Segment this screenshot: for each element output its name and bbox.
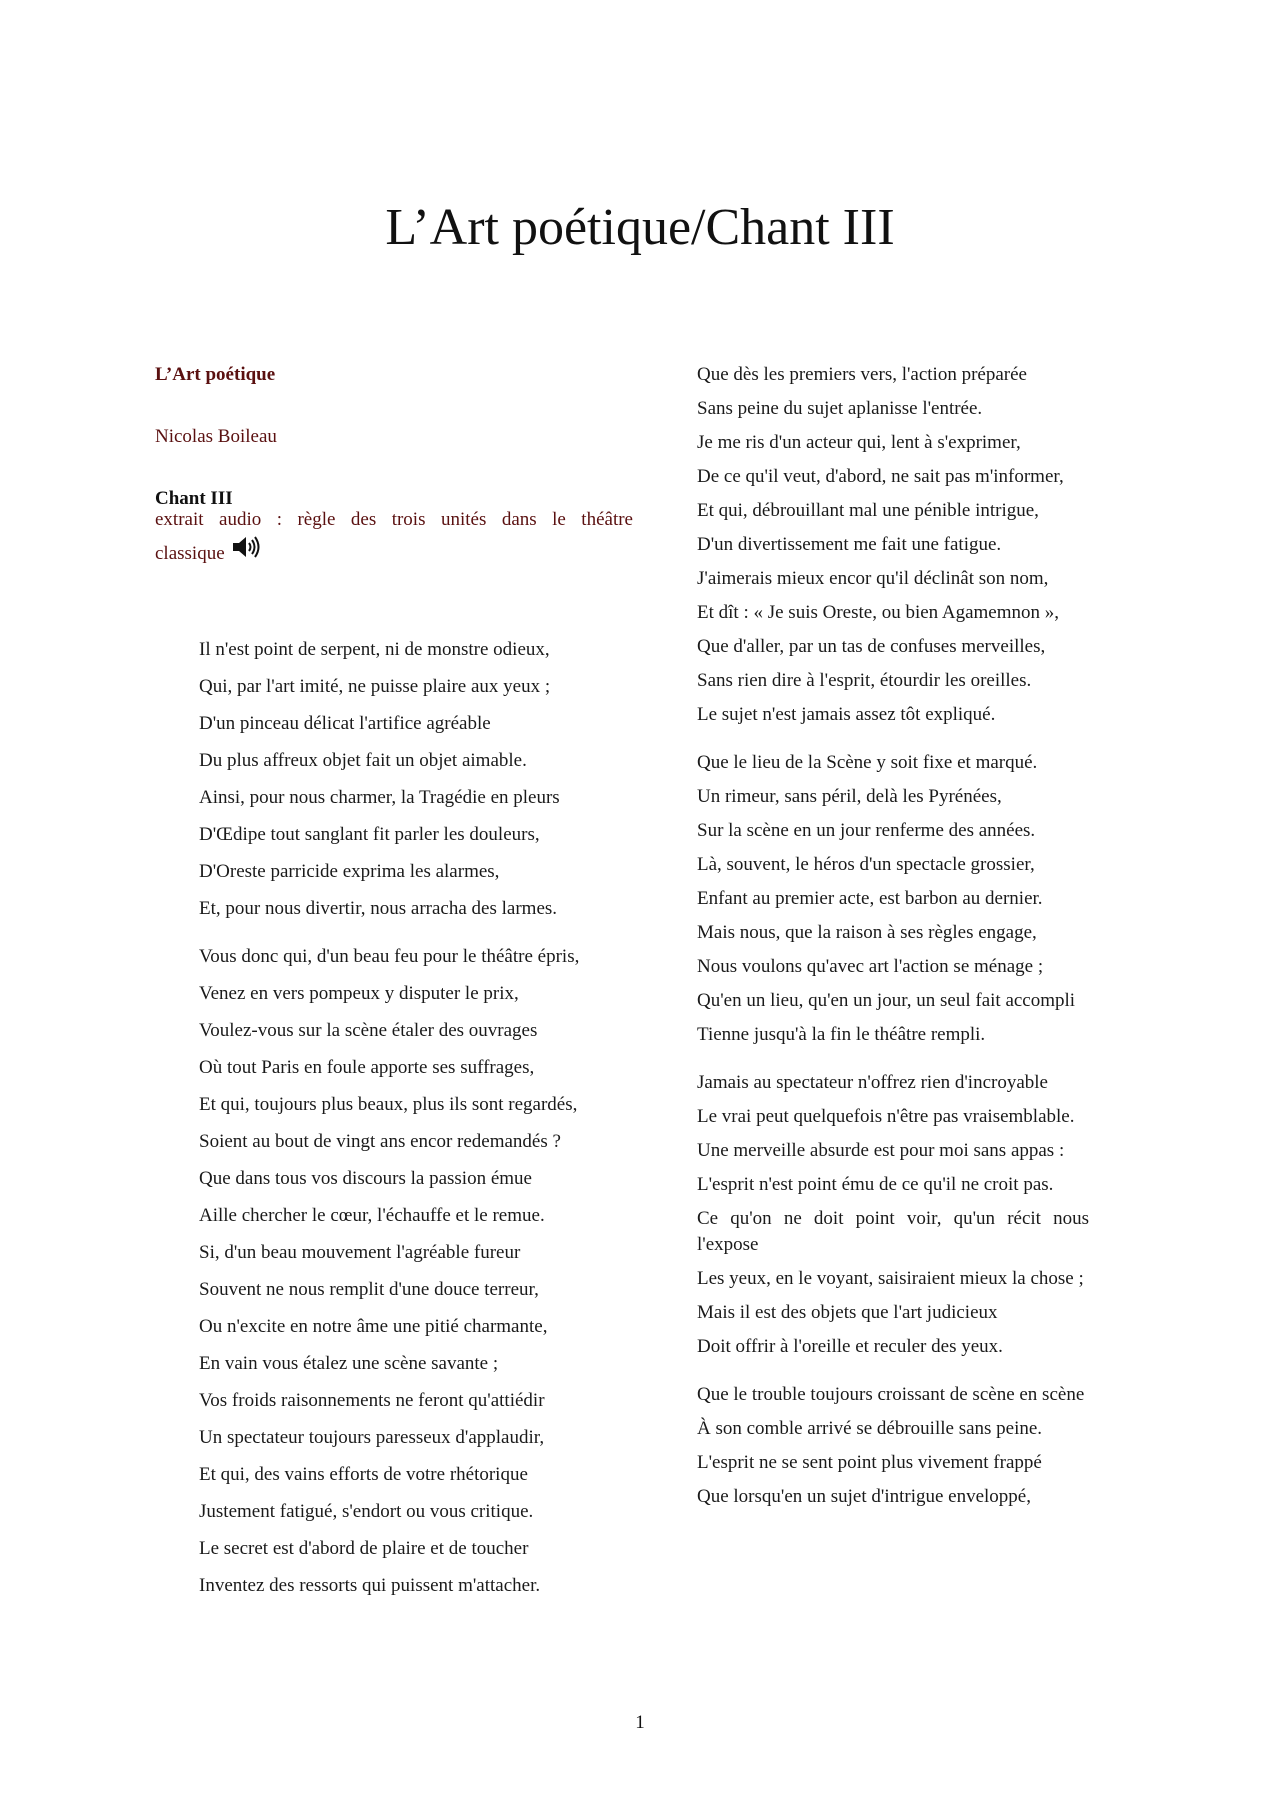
audio-excerpt-link[interactable] [155, 506, 633, 575]
verse-line: D'un divertissement me fait une fatigue. [697, 534, 1002, 555]
verse-line: Vous donc qui, d'un beau feu pour le théâtre épris, [199, 946, 580, 968]
poem-right [697, 362, 1089, 1510]
verse-line: Que d'aller, par un tas de confuses merveilles, [697, 636, 1046, 657]
verse-line: Sur la scène en un jour renferme des années. [697, 820, 1036, 841]
page-title: L’Art poétique/Chant III [385, 199, 895, 256]
verse-line: L'esprit n'est point ému de ce qu'il ne croit pas. [697, 1174, 1054, 1195]
verse-line: À son comble arrivé se débrouille sans peine. [697, 1418, 1043, 1439]
verse-line: Que dès les premiers vers, l'action préparée [697, 364, 1027, 385]
stanza [199, 637, 633, 922]
verse-line: Mais nous, que la raison à ses règles engage, [697, 922, 1037, 943]
audio-label-line1: extrait audio : règle des trois unités dans le théâtre [155, 509, 633, 530]
stanza [697, 750, 1089, 1048]
verse-line: Là, souvent, le héros d'un spectacle grossier, [697, 854, 1035, 875]
verse-line: Souvent ne nous remplit d'une douce terreur, [199, 1279, 539, 1301]
verse-line: Inventez des ressorts qui puissent m'attacher. [199, 1575, 541, 1597]
stanza [697, 1382, 1089, 1510]
verse-line: Que lorsqu'en un sujet d'intrigue enveloppé, [697, 1486, 1031, 1507]
verse-line: D'un pinceau délicat l'artifice agréable [199, 713, 491, 735]
verse-line: Du plus affreux objet fait un objet aimable. [199, 750, 527, 772]
verse-line: Que dans tous vos discours la passion émue [199, 1168, 532, 1190]
verse-line: Ainsi, pour nous charmer, la Tragédie en pleurs [199, 787, 560, 809]
verse-line: Un rimeur, sans péril, delà les Pyrénées, [697, 786, 1002, 807]
speaker-icon[interactable] [231, 534, 261, 575]
left-column [155, 362, 633, 1610]
chant-heading: Chant III [155, 488, 233, 509]
verse-line: Je me ris d'un acteur qui, lent à s'exprimer, [697, 432, 1021, 453]
verse-line: En vain vous étalez une scène savante ; [199, 1353, 499, 1375]
verse-line: Si, d'un beau mouvement l'agréable fureur [199, 1242, 521, 1264]
verse-line: Enfant au premier acte, est barbon au dernier. [697, 888, 1043, 909]
verse-line: Tienne jusqu'à la fin le théâtre rempli. [697, 1024, 986, 1045]
poem-left [199, 637, 633, 1599]
verse-line: Jamais au spectateur n'offrez rien d'incroyable [697, 1072, 1048, 1093]
verse-line: Ou n'excite en notre âme une pitié charmante, [199, 1316, 548, 1338]
speaker-icon-svg [231, 534, 261, 560]
verse-line: Les yeux, en le voyant, saisiraient mieux la chose ; [697, 1268, 1084, 1289]
verse-line: Soient au bout de vingt ans encor redemandés ? [199, 1131, 561, 1153]
verse-line: Le sujet n'est jamais assez tôt expliqué. [697, 704, 996, 725]
stanza [199, 944, 633, 1599]
verse-line: Qu'en un lieu, qu'en un jour, un seul fait accompli [697, 990, 1076, 1011]
verse-line: Où tout Paris en foule apporte ses suffrages, [199, 1057, 535, 1079]
verse-line: J'aimerais mieux encor qu'il déclinât son nom, [697, 568, 1049, 589]
verse-line: Une merveille absurde est pour moi sans appas : [697, 1140, 1065, 1161]
verse-line: Et dît : « Je suis Oreste, ou bien Agamemnon », [697, 602, 1060, 623]
verse-line: Mais il est des objets que l'art judicieux [697, 1302, 998, 1323]
verse-line: D'Œdipe tout sanglant fit parler les douleurs, [199, 824, 540, 846]
audio-label-line2: classique [155, 543, 225, 564]
verse-line: Ce qu'on ne doit point voir, qu'un récit nous l'expose [697, 1208, 1089, 1255]
verse-line: D'Oreste parricide exprima les alarmes, [199, 861, 500, 883]
work-title-link[interactable]: L’Art poétique [155, 364, 276, 385]
right-column [697, 362, 1089, 1518]
verse-line: Que le lieu de la Scène y soit fixe et marqué. [697, 752, 1038, 773]
verse-line: Vos froids raisonnements ne feront qu'attiédir [199, 1390, 545, 1412]
verse-line: Un spectateur toujours paresseux d'applaudir, [199, 1427, 545, 1449]
stanza [697, 362, 1089, 728]
verse-line: Nous voulons qu'avec art l'action se ménage ; [697, 956, 1044, 977]
page-number: 1 [635, 1712, 645, 1733]
verse-line: Et qui, des vains efforts de votre rhétorique [199, 1464, 528, 1486]
verse-line: Et qui, débrouillant mal une pénible intrigue, [697, 500, 1039, 521]
verse-line: Sans peine du sujet aplanisse l'entrée. [697, 398, 983, 419]
author-link[interactable]: Nicolas Boileau [155, 426, 277, 447]
verse-line: Sans rien dire à l'esprit, étourdir les oreilles. [697, 670, 1032, 691]
verse-line: Justement fatigué, s'endort ou vous critique. [199, 1501, 534, 1523]
verse-line: L'esprit ne se sent point plus vivement frappé [697, 1452, 1042, 1473]
verse-line: Aille chercher le cœur, l'échauffe et le remue. [199, 1205, 545, 1227]
verse-line: Il n'est point de serpent, ni de monstre odieux, [199, 639, 550, 661]
verse-line: Doit offrir à l'oreille et reculer des yeux. [697, 1336, 1003, 1357]
verse-line: Que le trouble toujours croissant de scène en scène [697, 1384, 1085, 1405]
verse-line: Venez en vers pompeux y disputer le prix, [199, 983, 519, 1005]
verse-line: De ce qu'il veut, d'abord, ne sait pas m'informer, [697, 466, 1064, 487]
verse-line: Et qui, toujours plus beaux, plus ils sont regardés, [199, 1094, 578, 1116]
verse-line: Voulez-vous sur la scène étaler des ouvrages [199, 1020, 538, 1042]
verse-line: Le vrai peut quelquefois n'être pas vraisemblable. [697, 1106, 1075, 1127]
verse-line: Le secret est d'abord de plaire et de toucher [199, 1538, 529, 1560]
verse-line: Qui, par l'art imité, ne puisse plaire aux yeux ; [199, 676, 551, 698]
verse-line: Et, pour nous divertir, nous arracha des larmes. [199, 898, 558, 920]
stanza [697, 1070, 1089, 1360]
